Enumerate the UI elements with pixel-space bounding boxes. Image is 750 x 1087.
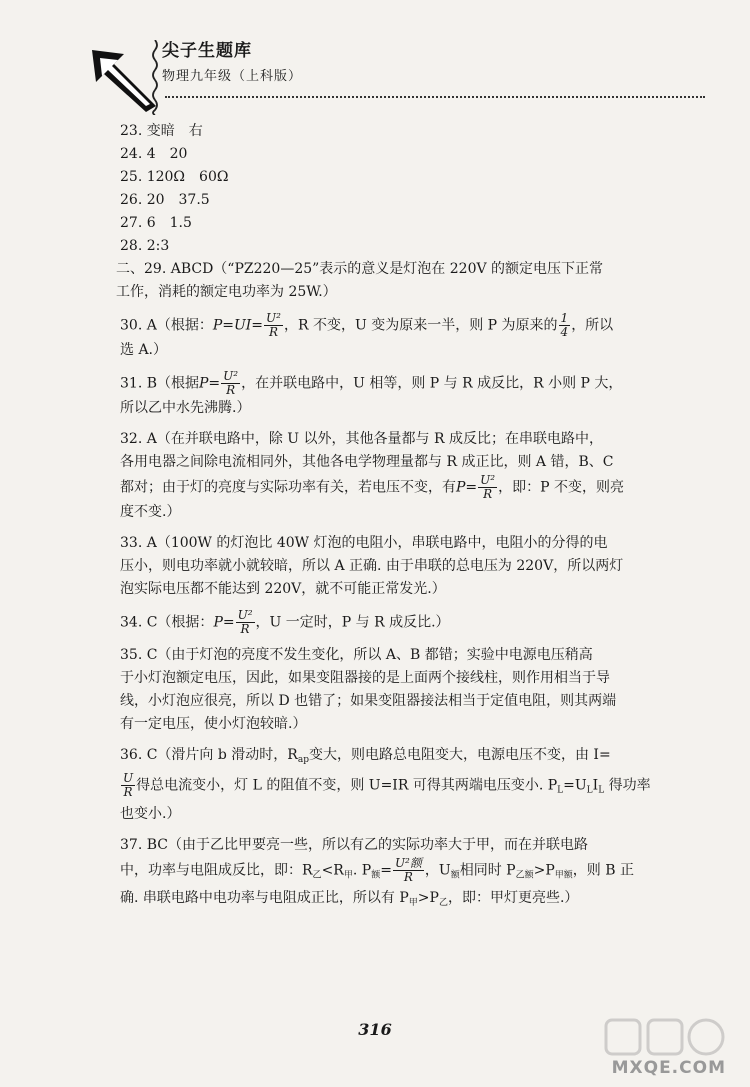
book-subtitle: 物理九年级（上科版） xyxy=(162,69,303,84)
answer-31: 31. B（根据P= $\frac{\text{U²}}{R}$ ，在并联电路中，U 相等，则 P 与 R 成反比，R 小则 P 大， 所以乙中水先沸腾.） xyxy=(120,369,623,416)
answer-33: 33. A（100W 的灯泡比 40W 灯泡的电阻小，串联电路中，电阻小的分得的电 压小，则电功率就小就较暗，所以 A 正确. 由于串联的总电压为 220V，所以两灯 泡实际电压都不能达到 220V，就不可能正常发光.） xyxy=(120,535,624,597)
answer-26: 26. 20 37.5 xyxy=(120,192,210,208)
fraction-u-over-r: $\frac{U}{R}$ xyxy=(123,771,134,799)
fraction-u2-over-r: $\frac{\text{U²}}{R}$ xyxy=(480,473,496,501)
answer-37: 37. BC（由于乙比甲要亮一些，所以有乙的实际功率大于甲，而在并联电路 中，功率与电阻成反比，即：$R_乙<R_甲$. $P_额=$ $\frac{\text{U²额}}{R}$ ，$U_额$相同时 $P_{乙额}>P_{甲额}$，则 B 正 确. 串联电路中电功率与电阻成正比，所以有 $P_甲>P_乙$，即：甲灯更亮些.） xyxy=(120,836,634,908)
fraction-u2-over-r: $\frac{\text{U²}}{R}$ xyxy=(237,608,253,636)
answer-36: 36. C（滑片向 b 滑动时，$R_{ap}$变大，则电路总电阻变大，电源电压不变，由 I= $\frac{U}{R}$ 得总电流变小，灯 L 的阻值不变，则 U=IR 可得其两端电压变小. $P_L=U_LI_L$ 得功率 也变小.） xyxy=(120,747,651,822)
fraction-u2-over-r: $\frac{\text{U²}}{R}$ xyxy=(266,311,281,339)
answer-29: 二、29. ABCD（“PZ220—25”表示的意义是灯泡在 220V 的额定电压下正常 工作，消耗的额定电功率为 25W.） xyxy=(116,261,604,300)
answer-30: 30. A（根据：P=UI= $\frac{\text{U²}}{R}$ ，R 不变，U 变为原来一半，则 P 为原来的 $\frac{1}{4}$ ，所以 选 A.） xyxy=(120,311,614,358)
answer-27: 27. 6 1.5 xyxy=(120,215,192,231)
answer-35: 35. C（由于灯泡的亮度不发生变化，所以 A、B 都错；实验中电源电压稍高 于小灯泡额定电压，因此，如果变阻器接的是上面两个接线柱，则作用相当于导 线，小灯泡应很亮，所以 D 也错了；如果变阻器接法相当于定值电阻，则其两端 有一定电压，使小灯泡较暗.） xyxy=(120,647,617,732)
page-number: 316 xyxy=(358,1020,392,1039)
fraction-one-quarter: $\frac{1}{4}$ xyxy=(560,311,569,339)
answer-34: 34. C（根据：P= $\frac{\text{U²}}{R}$ ，U 一定时，P 与 R 成反比.） xyxy=(120,608,450,636)
page-header xyxy=(0,0,750,130)
fraction-u2-over-r: $\frac{\text{U²}}{R}$ xyxy=(223,369,239,397)
answer-28: 28. 2:3 xyxy=(120,238,170,254)
header-dotted-rule xyxy=(165,96,705,98)
series-title: 尖子生题库 xyxy=(162,41,252,61)
watermark-text: MXQE.COM xyxy=(611,1058,726,1078)
answer-25: 25. 120Ω 60Ω xyxy=(120,169,229,185)
answer-content xyxy=(116,120,710,923)
fraction-u2rated-over-r: $\frac{\text{U²额}}{R}$ xyxy=(394,855,422,884)
answer-23: 23. 变暗 右 xyxy=(120,123,203,139)
answer-24: 24. 4 20 xyxy=(120,146,188,162)
wavy-divider-icon xyxy=(150,40,160,115)
answer-32: 32. A（在并联电路中，除 U 以外，其他各量都与 R 成反比；在串联电路中， 各用电器之间除电流相同外，其他各电学物理量都与 R 成正比，则 A 错，B、C 都对；由于灯的亮度与实际功率有关，若电压不变，有P= $\frac{\text{U²}}{R}$ ，即：P 不变，则亮 度不变.） xyxy=(120,431,624,520)
